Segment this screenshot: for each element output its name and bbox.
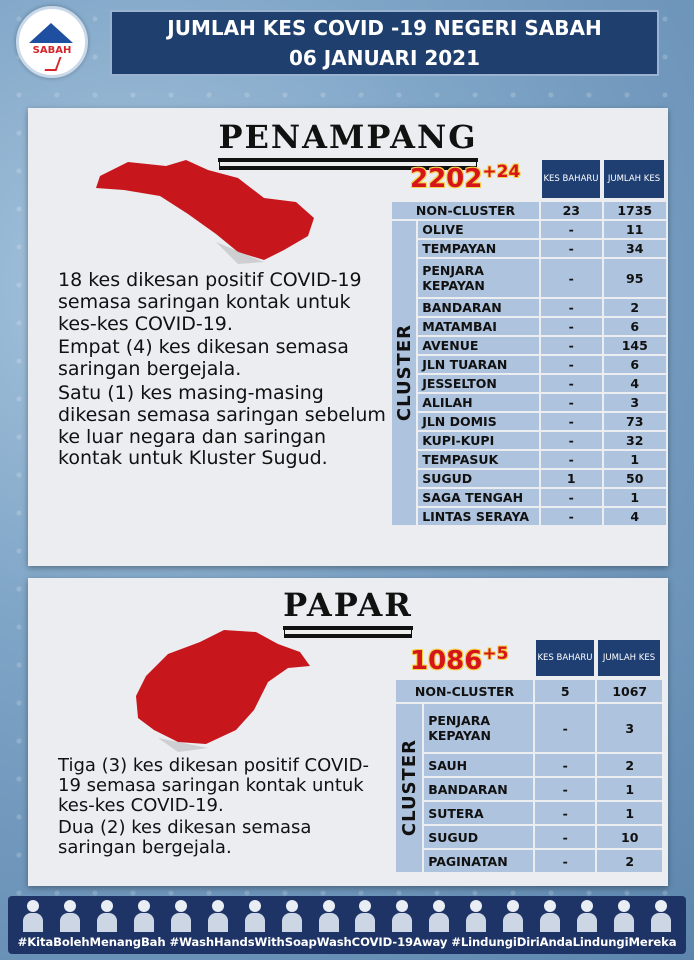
cluster-label: CLUSTER [398, 739, 420, 837]
kes-baharu-value: - [534, 825, 596, 849]
cluster-name: JLN DOMIS [417, 412, 540, 431]
kes-baharu-value: - [534, 753, 596, 777]
sabah-health-logo [16, 6, 88, 78]
cluster-name: JESSELTON [417, 374, 540, 393]
hashtags: #KitaBolehMenangBah #WashHandsWithSoapWashCOVID-19Away #LindungiDiriAndaLindungiMereka [17, 935, 677, 949]
kes-baharu-value: - [534, 801, 596, 825]
cluster-name: PAGINATAN [423, 849, 534, 873]
person-icon [613, 900, 635, 932]
penampang-panel [28, 108, 668, 566]
jumlah-kes-value: 1 [603, 488, 668, 507]
table-row [391, 507, 667, 526]
person-icon [354, 900, 376, 932]
table-row [391, 258, 667, 298]
kes-baharu-value: - [540, 220, 602, 239]
kes-baharu-value: 1 [540, 469, 602, 488]
jumlah-kes-value: 1735 [603, 201, 668, 220]
kes-baharu-value: - [534, 703, 596, 753]
table-row [395, 801, 663, 825]
kes-baharu-value: - [540, 374, 602, 393]
papar-description [58, 756, 388, 860]
cluster-name: JLN TUARAN [417, 355, 540, 374]
cluster-label-cell [395, 703, 423, 873]
table-row [395, 753, 663, 777]
cluster-name: BANDARAN [423, 777, 534, 801]
person-icon [281, 900, 303, 932]
table-row [391, 393, 667, 412]
footer-banner [8, 896, 686, 954]
table-row [391, 317, 667, 336]
kes-baharu-value: - [540, 450, 602, 469]
non-cluster-row [391, 201, 667, 220]
jumlah-kes-value: 6 [603, 317, 668, 336]
person-icon [539, 900, 561, 932]
table-row [391, 469, 667, 488]
cluster-name: SUGUD [423, 825, 534, 849]
jumlah-kes-value: 3 [603, 393, 668, 412]
kes-baharu-value: - [540, 317, 602, 336]
cluster-name: SAUH [423, 753, 534, 777]
jumlah-kes-value: 1067 [596, 679, 663, 703]
person-icon [244, 900, 266, 932]
person-icon [576, 900, 598, 932]
jumlah-kes-value: 2 [603, 298, 668, 317]
header-jumlah-kes: JUMLAH KES [598, 640, 660, 676]
cluster-name: OLIVE [417, 220, 540, 239]
table-row [391, 336, 667, 355]
kes-baharu-value: - [540, 336, 602, 355]
description-line: Satu (1) kes masing-masing dikesan semasa saringan sebelum ke luar negara dan saringan kontak untuk Kluster Sugud. [58, 381, 386, 470]
papar-map [128, 626, 318, 756]
person-icon [170, 900, 192, 932]
jumlah-kes-value: 4 [603, 374, 668, 393]
jumlah-kes-value: 2 [596, 849, 663, 873]
penampang-table [390, 200, 668, 527]
header-title: JUMLAH KES COVID -19 NEGERI SABAH [167, 16, 602, 40]
kes-baharu-value: - [540, 239, 602, 258]
cluster-name: MATAMBAI [417, 317, 540, 336]
table-row [395, 777, 663, 801]
cluster-name: ALILAH [417, 393, 540, 412]
header-kes-baharu: KES BAHARU [542, 160, 600, 198]
person-icon [465, 900, 487, 932]
swoosh-icon [44, 57, 61, 71]
frontliner-figures [22, 900, 672, 934]
cluster-name: PENJARA KEPAYAN [417, 258, 540, 298]
kes-baharu-value: - [540, 393, 602, 412]
kes-baharu-value: - [540, 298, 602, 317]
page-header [110, 10, 659, 76]
person-icon [428, 900, 450, 932]
person-icon [96, 900, 118, 932]
table-row [391, 298, 667, 317]
non-cluster-row [395, 679, 663, 703]
table-row [391, 374, 667, 393]
kes-baharu-value: - [534, 849, 596, 873]
kes-baharu-value: - [540, 355, 602, 374]
jumlah-kes-value: 6 [603, 355, 668, 374]
jumlah-kes-value: 2 [596, 753, 663, 777]
header-kes-baharu: KES BAHARU [536, 640, 594, 676]
description-line: 18 kes dikesan positif COVID-19 semasa saringan kontak untuk kes-kes COVID-19. [58, 269, 362, 335]
cluster-name: SAGA TENGAH [417, 488, 540, 507]
jumlah-kes-value: 11 [603, 220, 668, 239]
jumlah-kes-value: 4 [603, 507, 668, 526]
table-row [391, 488, 667, 507]
cluster-label-cell [391, 220, 417, 526]
table-row [391, 412, 667, 431]
person-icon [502, 900, 524, 932]
district-title: PAPAR [28, 586, 668, 624]
jumlah-kes-value: 3 [596, 703, 663, 753]
table-row [395, 849, 663, 873]
total-cases: $1086^{+5}$ [410, 644, 509, 676]
jumlah-kes-value: 34 [603, 239, 668, 258]
header-date: 06 JANUARI 2021 [288, 46, 481, 70]
kes-baharu-value: - [540, 431, 602, 450]
person-icon [318, 900, 340, 932]
jumlah-kes-value: 1 [596, 801, 663, 825]
cluster-name: TEMPAYAN [417, 239, 540, 258]
table-row [391, 220, 667, 239]
description-line: Empat (4) kes dikesan semasa saringan bergejala. [58, 336, 349, 381]
kes-baharu-value: 5 [534, 679, 596, 703]
cluster-name: BANDARAN [417, 298, 540, 317]
table-row [395, 703, 663, 753]
total-cases: $2202^{+24}$ [410, 162, 521, 194]
cluster-label: CLUSTER [393, 324, 415, 422]
cluster-name: SUTERA [423, 801, 534, 825]
table-row [391, 431, 667, 450]
kes-baharu-value: - [540, 488, 602, 507]
cluster-name: PENJARA KEPAYAN [423, 703, 534, 753]
district-title: PENAMPANG [28, 118, 668, 156]
description-line: Tiga (3) kes dikesan positif COVID-19 semasa saringan kontak untuk kes-kes COVID-19. [58, 755, 369, 816]
row-label: NON-CLUSTER [391, 201, 540, 220]
jumlah-kes-value: 73 [603, 412, 668, 431]
cluster-name: KUPI-KUPI [417, 431, 540, 450]
kes-baharu-value: - [540, 507, 602, 526]
person-icon [391, 900, 413, 932]
mountain-icon [29, 23, 73, 43]
kes-baharu-value: - [540, 412, 602, 431]
kes-baharu-value: - [540, 258, 602, 298]
jumlah-kes-value: 10 [596, 825, 663, 849]
logo-text: SABAH [32, 45, 72, 56]
kes-baharu-value: 23 [540, 201, 602, 220]
papar-panel [28, 578, 668, 886]
cluster-name: SUGUD [417, 469, 540, 488]
cluster-name: LINTAS SERAYA [417, 507, 540, 526]
header-jumlah-kes: JUMLAH KES [604, 160, 664, 198]
table-row [391, 239, 667, 258]
penampang-description [58, 270, 388, 472]
table-row [391, 355, 667, 374]
person-icon [59, 900, 81, 932]
jumlah-kes-value: 32 [603, 431, 668, 450]
jumlah-kes-value: 1 [596, 777, 663, 801]
kes-baharu-value: - [534, 777, 596, 801]
person-icon [207, 900, 229, 932]
row-label: NON-CLUSTER [395, 679, 534, 703]
person-icon [133, 900, 155, 932]
jumlah-kes-value: 95 [603, 258, 668, 298]
person-icon [650, 900, 672, 932]
person-icon [22, 900, 44, 932]
cluster-name: AVENUE [417, 336, 540, 355]
table-row [395, 825, 663, 849]
penampang-map [88, 156, 318, 266]
description-line: Dua (2) kes dikesan semasa saringan bergejala. [58, 817, 312, 858]
jumlah-kes-value: 145 [603, 336, 668, 355]
jumlah-kes-value: 50 [603, 469, 668, 488]
jumlah-kes-value: 1 [603, 450, 668, 469]
table-row [391, 450, 667, 469]
cluster-name: TEMPASUK [417, 450, 540, 469]
papar-table [394, 678, 664, 874]
